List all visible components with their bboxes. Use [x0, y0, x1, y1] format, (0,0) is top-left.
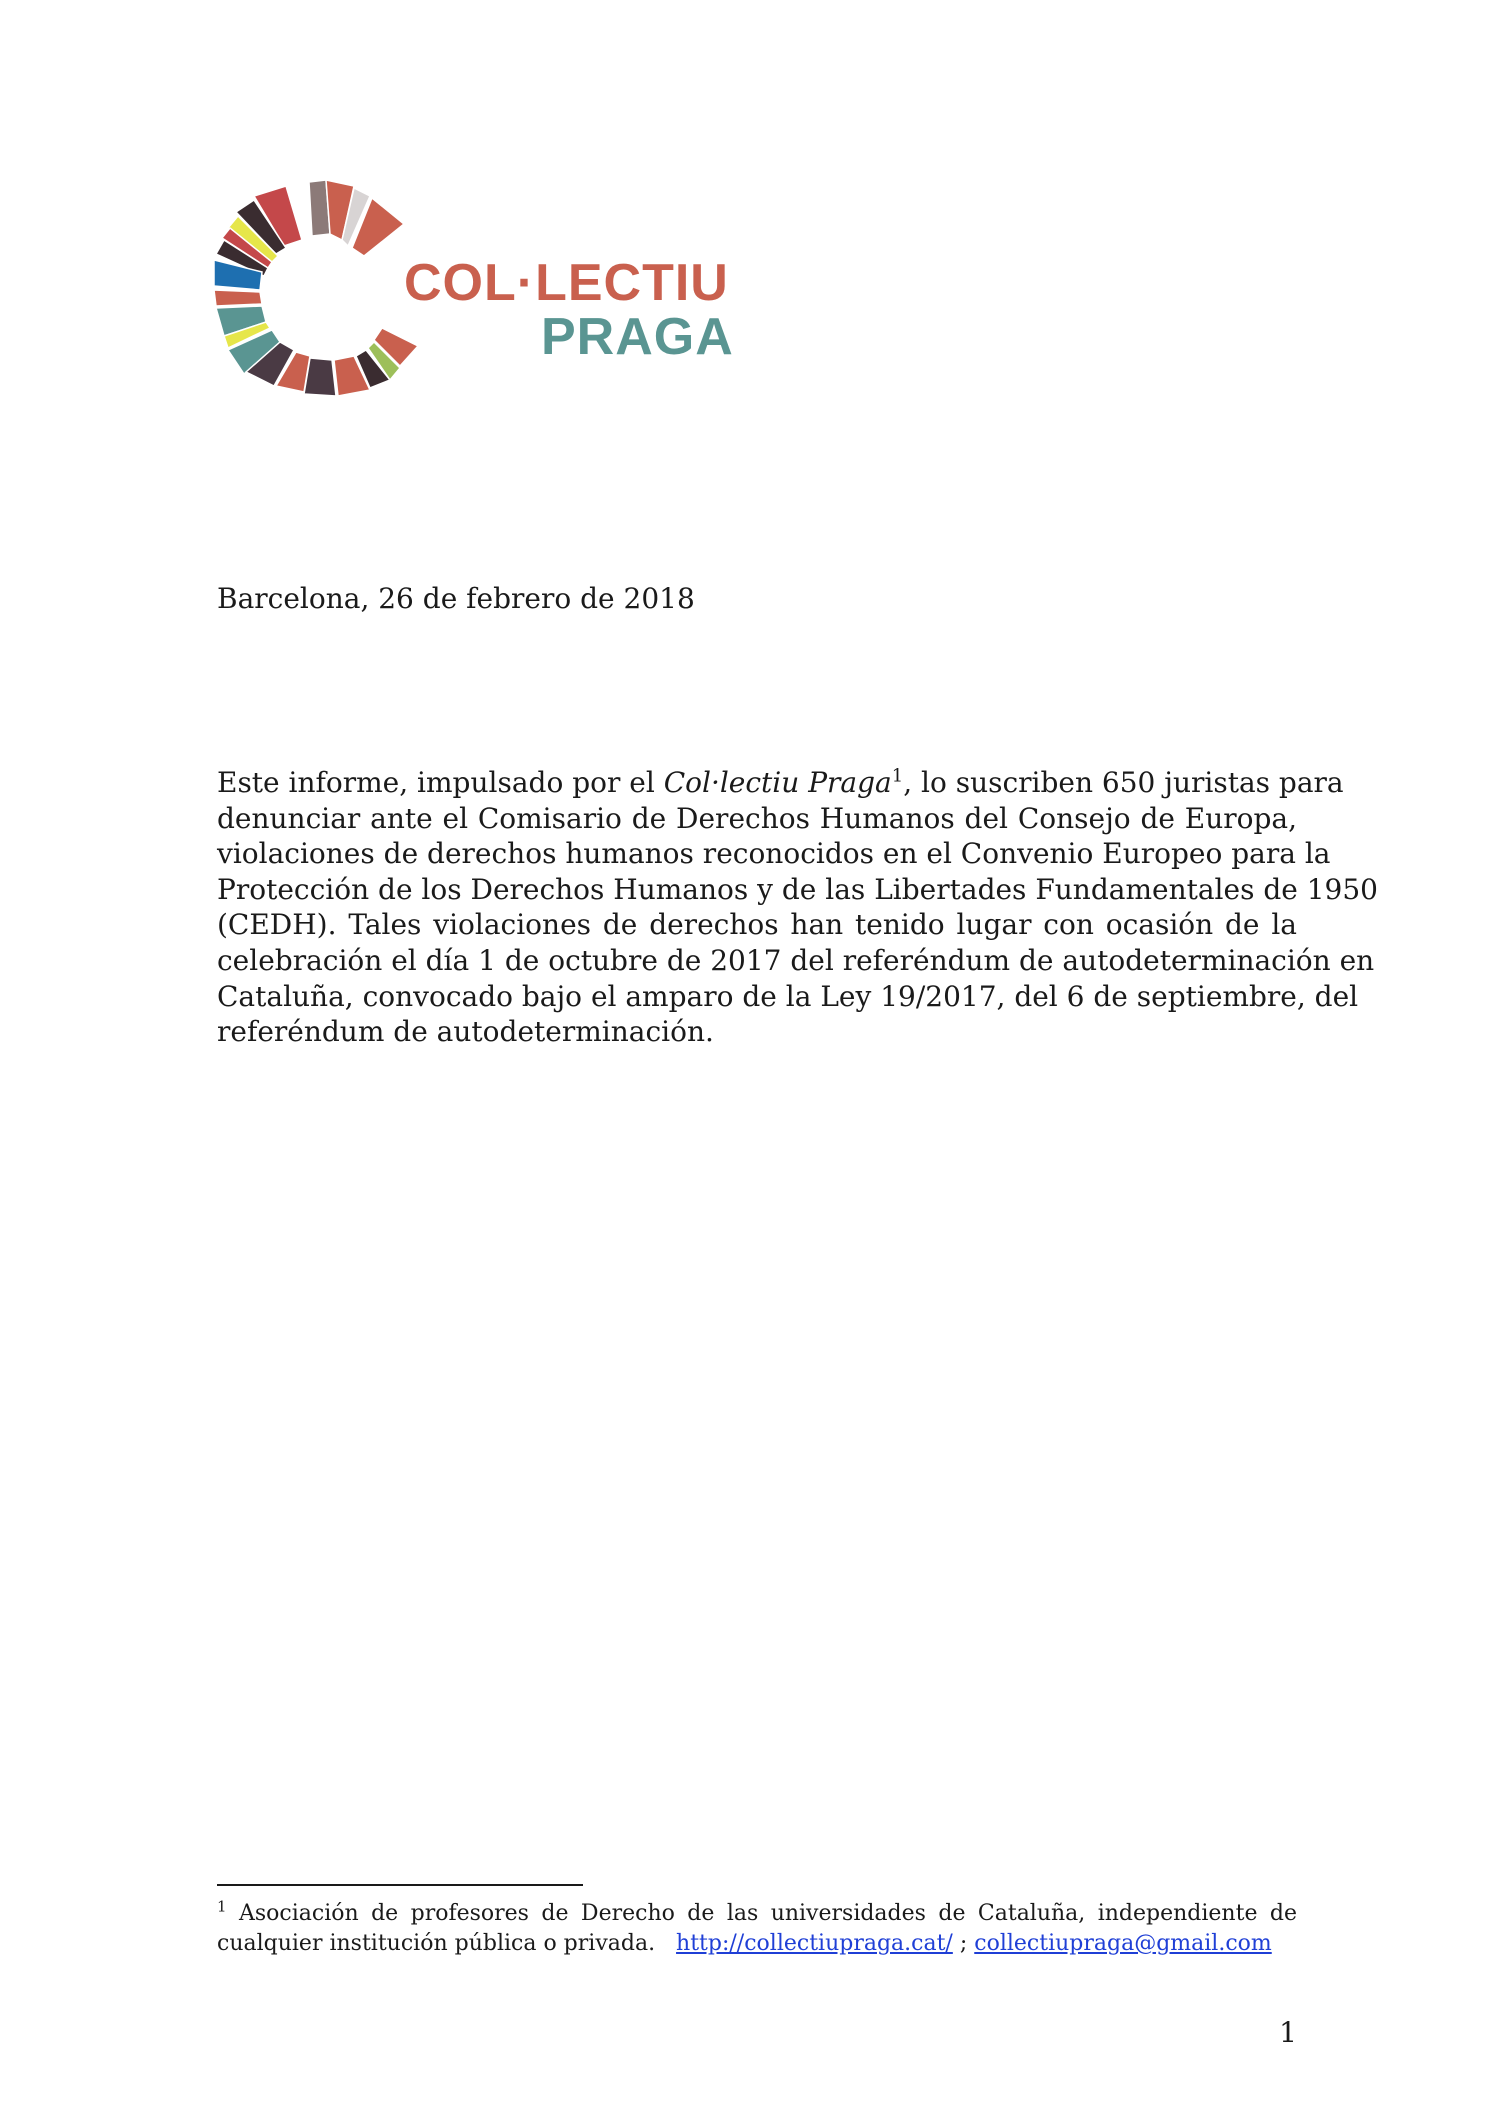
org-name-italic: Col·lectiu Praga: [663, 766, 892, 799]
body-text: , lo suscriben 650 juristas para: [903, 766, 1344, 799]
body-line-7: Cataluña, convocado bajo el amparo de la Ley 19/2017, del 6 de septiembre, del: [217, 979, 1359, 1013]
body-line-4: Protección de los Derechos Humanos y de las Libertades Fundamentales de 1950: [217, 872, 1378, 906]
footnote-separator: [217, 1884, 583, 1886]
logo-wordmark: [404, 254, 734, 366]
footnote-line-2: [217, 1929, 1297, 1959]
website-link[interactable]: http://collectiupraga.cat/: [676, 1931, 953, 1956]
date-line: Barcelona, 26 de febrero de 2018: [217, 582, 695, 615]
body-line-5: (CEDH). Tales violaciones de derechos han tenido lugar con ocasión de la: [217, 908, 1297, 942]
footnote-line-1: [217, 1899, 1297, 1929]
link-separator: ;: [952, 1931, 975, 1956]
body-line-8: referéndum de autodeterminación.: [217, 1015, 714, 1049]
email-link[interactable]: collectiupraga@gmail.com: [974, 1931, 1272, 1956]
footnote-reference: 1: [891, 765, 904, 787]
body-line-3: violaciones de derechos humanos reconocidos en el Convenio Europeo para la: [217, 837, 1331, 871]
body-paragraph: [217, 765, 1378, 1050]
body-line-2: denunciar ante el Comisario de Derechos Humanos del Consejo de Europa,: [217, 801, 1297, 835]
body-line-6: celebración el día 1 de octubre de 2017 del referéndum de autodeterminación en: [217, 943, 1375, 977]
footnote: [217, 1899, 1297, 1959]
footnote-text: Asociación de profesores de Derecho de las universidades de Cataluña, independiente de: [238, 1901, 1297, 1926]
logo-text-praga: PRAGA: [541, 308, 734, 366]
page-number: 1: [1279, 2016, 1297, 2049]
footnote-text: cualquier institución pública o privada.: [217, 1931, 656, 1956]
body-line-1: [217, 765, 1344, 801]
logo-text-collectiu: COL·LECTIU: [404, 254, 729, 312]
body-text: Este informe, impulsado por el: [217, 766, 664, 799]
footnote-marker: 1: [217, 1897, 227, 1916]
